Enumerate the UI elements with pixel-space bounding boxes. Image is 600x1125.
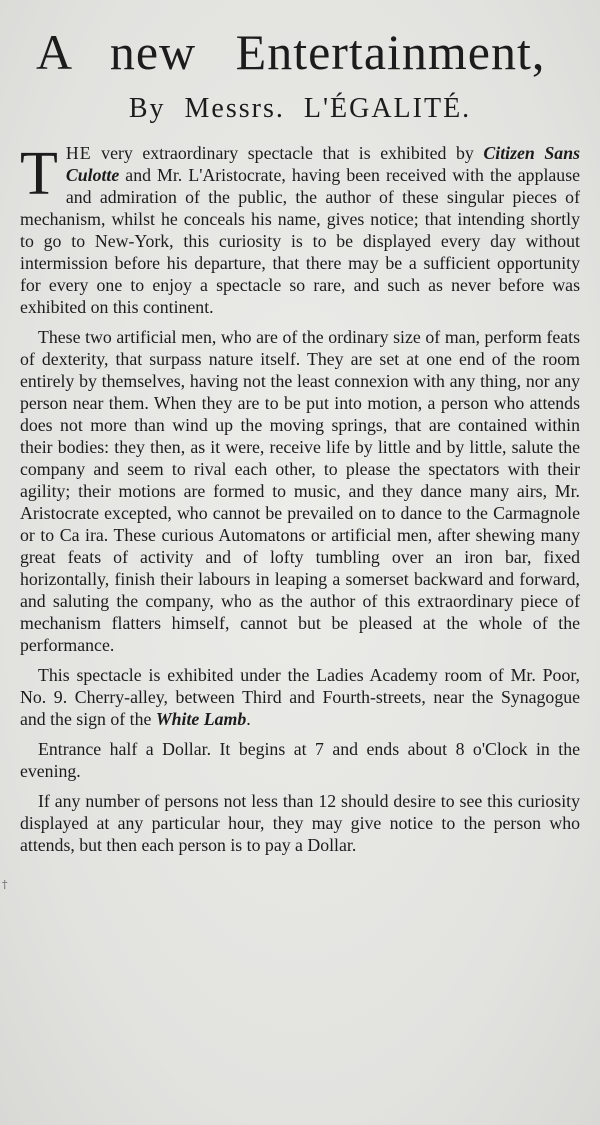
broadside-title: A new Entertainment,: [36, 24, 546, 80]
broadside-body: [20, 142, 580, 856]
intro-text-2: and Mr. L'Aristocrate, having been received with the applause and admiration of the public, the author of these singular pieces of mechanism, whilst he conceals his name, gives notice; that intending shortly to go to New-York, this curiosity is to be displayed every day without intermission before his departure, that there may be a sufficient opportunity for every one to enjoy a spectacle so rare, and such as never before was exhibited on this continent.: [20, 165, 580, 317]
margin-mark-icon: †: [2, 878, 8, 891]
lead-letters: HE: [65, 143, 92, 163]
intro-italic-name: Citizen Sans Culotte: [65, 143, 580, 185]
broadside-subtitle: By Messrs. L'ÉGALITÉ.: [128, 93, 472, 124]
intro-text-1: very extraordinary spectacle that is exhibited by: [91, 143, 484, 163]
paragraph-entrance: Entrance half a Dollar. It begins at 7 and ends about 8 o'Clock in the evening.: [20, 739, 580, 781]
location-text-1: This spectacle is exhibited under the Ladies Academy room of Mr. Poor, No. 9. Cherry-alley, between Third and Fourth-streets, near the Synagogue and the sign of the: [20, 665, 580, 729]
paragraph-location: [20, 664, 580, 730]
paragraph-automatons: These two artificial men, who are of the ordinary size of man, perform feats of dexterity, that surpass nature itself. They are set at one end of the room entirely by themselves, having not the least connexion with any thing, nor any person near them. When they are to be put into motion, a person who attends does not more than wind up the moving springs, that are contained within their bodies: they then, as it were, receive life by little and by little, salute the company and seem to rival each other, to please the spectators with their agility; their motions are formed to music, and they dance many airs, Mr. Aristocrate excepted, who cannot be prevailed on to dance to the Carmagnole or to Ca ira. These curious Automatons or artificial men, after shewing many great feats of activity and of lofty tumbling over an iron bar, fixed horizontally, finish their labours in leaping a somerset backward and forward, and saluting the company, who as the author of this extraordinary piece of mechanism flatters himself, cannot but be pleased at the whole of the performance.: [20, 327, 580, 655]
location-text-2: .: [246, 709, 251, 729]
paragraph-intro: [20, 142, 580, 318]
drop-cap: T: [20, 140, 58, 208]
location-italic-sign: White Lamb: [155, 709, 247, 729]
paragraph-private-showing: If any number of persons not less than 12 should desire to see this curiosity displayed at any particular hour, they may give notice to the person who attends, but then each person is to pay a Dollar.: [20, 791, 580, 855]
